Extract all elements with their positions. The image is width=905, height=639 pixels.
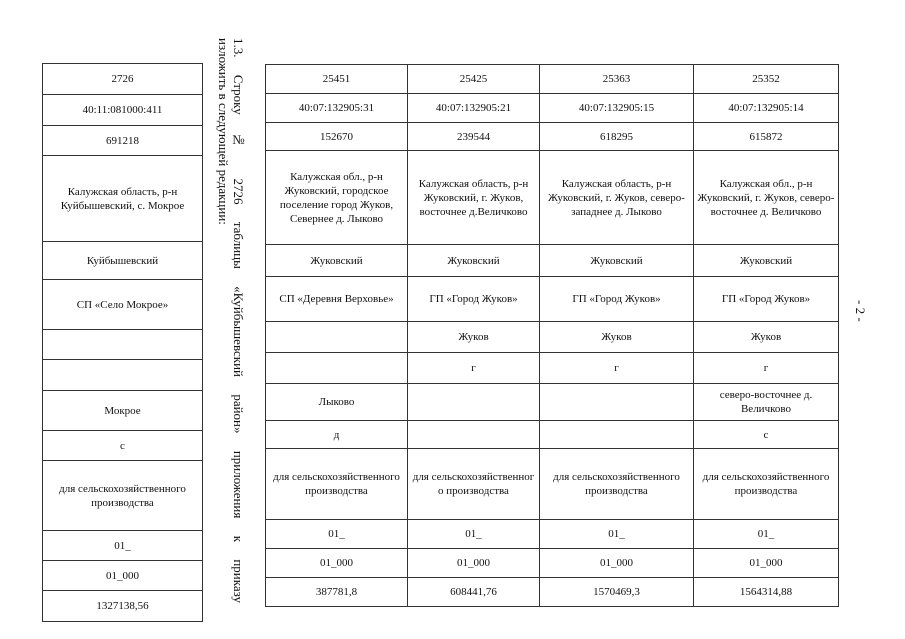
left-cell: 691218: [43, 126, 203, 156]
right-row: [266, 65, 839, 94]
right-cell: Жуков: [408, 322, 540, 353]
left-cell: Мокрое: [43, 391, 203, 431]
left-row: [43, 242, 203, 280]
right-row: [266, 520, 839, 549]
right-cell: северо-восточнее д. Величково: [694, 384, 839, 421]
right-cell: 40:07:132905:31: [266, 94, 408, 123]
left-row: [43, 461, 203, 531]
left-cell: 2726: [43, 64, 203, 95]
right-cell: 152670: [266, 123, 408, 151]
right-cell: 25363: [540, 65, 694, 94]
right-row: [266, 578, 839, 607]
left-row: [43, 64, 203, 95]
left-cell: 01_: [43, 531, 203, 561]
right-cell: [266, 322, 408, 353]
right-cell: 01_: [266, 520, 408, 549]
right-row: [266, 277, 839, 322]
left-cell: 01_000: [43, 561, 203, 591]
left-row: [43, 591, 203, 622]
right-cell: Калужская обл., р-н Жуковский, городское поселение город Жуков, Севернее д. Лыково: [266, 151, 408, 245]
right-cell: Жуковский: [540, 245, 694, 277]
right-row: [266, 94, 839, 123]
right-cell: Жуков: [540, 322, 694, 353]
right-row: [266, 322, 839, 353]
right-cell: ГП «Город Жуков»: [408, 277, 540, 322]
left-table: [42, 63, 203, 622]
right-cell: [408, 384, 540, 421]
left-cell: [43, 360, 203, 391]
right-cell: Калужская область, р-н Жуковский, г. Жуков, северо-западнее д. Лыково: [540, 151, 694, 245]
right-row: [266, 549, 839, 578]
right-cell: 40:07:132905:21: [408, 94, 540, 123]
right-cell: Жуковский: [408, 245, 540, 277]
right-cell: [540, 421, 694, 449]
left-cell: для сельскохозяйственного производства: [43, 461, 203, 531]
right-cell: Жуковский: [266, 245, 408, 277]
left-row: [43, 561, 203, 591]
right-cell: 25425: [408, 65, 540, 94]
right-cell: г: [408, 353, 540, 384]
right-cell: 01_000: [694, 549, 839, 578]
left-cell: 40:11:081000:411: [43, 95, 203, 126]
right-cell: 1570469,3: [540, 578, 694, 607]
left-row: [43, 431, 203, 461]
right-cell: СП «Деревня Верховье»: [266, 277, 408, 322]
left-row: [43, 126, 203, 156]
right-cell: [540, 384, 694, 421]
left-row: [43, 95, 203, 126]
right-row: [266, 421, 839, 449]
right-cell: 01_000: [408, 549, 540, 578]
right-cell: 25352: [694, 65, 839, 94]
left-cell: 1327138,56: [43, 591, 203, 622]
right-cell: ГП «Город Жуков»: [540, 277, 694, 322]
right-cell: 387781,8: [266, 578, 408, 607]
left-cell: [43, 330, 203, 360]
right-cell: Калужская обл., р-н Жуковский, г. Жуков, северо-восточнее д. Величково: [694, 151, 839, 245]
right-row: [266, 123, 839, 151]
right-row: [266, 353, 839, 384]
left-row: [43, 391, 203, 431]
right-cell: 618295: [540, 123, 694, 151]
right-row: [266, 245, 839, 277]
right-cell: для сельскохозяйственного производства: [694, 449, 839, 520]
right-cell: Лыково: [266, 384, 408, 421]
right-cell: ГП «Город Жуков»: [694, 277, 839, 322]
right-cell: 25451: [266, 65, 408, 94]
right-cell: [408, 421, 540, 449]
right-cell: 1564314,88: [694, 578, 839, 607]
right-table: [265, 64, 839, 607]
right-cell: Калужская область, р-н Жуковский, г. Жуков, восточнее д.Величково: [408, 151, 540, 245]
right-cell: 239544: [408, 123, 540, 151]
left-cell: СП «Село Мокрое»: [43, 280, 203, 330]
right-cell: 01_: [408, 520, 540, 549]
right-cell: 01_: [540, 520, 694, 549]
right-row: [266, 384, 839, 421]
right-cell: Жуковский: [694, 245, 839, 277]
right-row: [266, 151, 839, 245]
right-cell: [266, 353, 408, 384]
right-cell: для сельскохозяйственног о производства: [408, 449, 540, 520]
right-cell: 615872: [694, 123, 839, 151]
right-cell: 01_: [694, 520, 839, 549]
right-cell: с: [694, 421, 839, 449]
right-cell: 40:07:132905:15: [540, 94, 694, 123]
left-cell: Калужская область, р-н Куйбышевский, с. Мокрое: [43, 156, 203, 242]
right-cell: 40:07:132905:14: [694, 94, 839, 123]
instruction-line-1: 1.3. Строку № 2726 таблицы «Куйбышевский район» приложения к приказу: [231, 38, 246, 603]
right-cell: для сельскохозяйственного производства: [266, 449, 408, 520]
left-row: [43, 330, 203, 360]
left-row: [43, 280, 203, 330]
right-cell: 01_000: [540, 549, 694, 578]
right-cell: г: [694, 353, 839, 384]
right-cell: для сельскохозяйственного производства: [540, 449, 694, 520]
right-cell: г: [540, 353, 694, 384]
left-cell: Куйбышевский: [43, 242, 203, 280]
left-row: [43, 360, 203, 391]
right-row: [266, 449, 839, 520]
left-row: [43, 156, 203, 242]
left-cell: с: [43, 431, 203, 461]
right-cell: Жуков: [694, 322, 839, 353]
instruction-text: [218, 38, 246, 603]
left-row: [43, 531, 203, 561]
right-cell: 608441,76: [408, 578, 540, 607]
right-cell: д: [266, 421, 408, 449]
page-number: - 2 -: [853, 300, 868, 322]
instruction-line-2: изложить в следующей редакции:: [216, 38, 231, 225]
right-cell: 01_000: [266, 549, 408, 578]
